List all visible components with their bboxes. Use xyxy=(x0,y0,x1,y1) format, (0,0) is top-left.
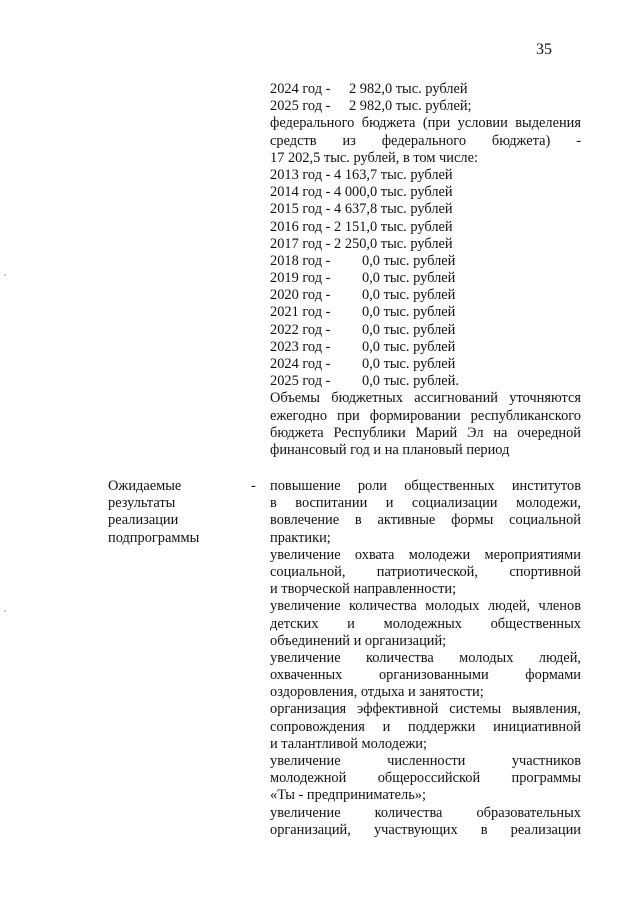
zero-amount: 0,0 тыс. рублей xyxy=(362,252,456,269)
federal-year-line xyxy=(270,167,581,184)
results-line: и творческой направленности; xyxy=(270,581,457,598)
federal-year: 2015 год - xyxy=(270,201,331,218)
results-label-line: Ожидаемые xyxy=(108,478,182,494)
results-dash: - xyxy=(251,478,256,494)
zero-year-line xyxy=(270,270,581,287)
zero-amount: 0,0 тыс. рублей xyxy=(362,304,456,321)
results-line: социальной, патриотической, спортивной xyxy=(270,563,581,580)
federal-year-line xyxy=(270,219,581,236)
results-line: охваченных организованными формами xyxy=(270,667,581,684)
zero-year-line xyxy=(270,304,581,321)
results-line: сопровождения и поддержки инициативной xyxy=(270,718,581,735)
results-line: вовлечение в активные формы социальной xyxy=(270,512,581,529)
budget-note-line: финансовый год и на плановый период xyxy=(270,441,510,458)
federal-amount: 2 250,0 тыс. рублей xyxy=(334,235,453,252)
zero-amount: 0,0 тыс. рублей xyxy=(362,270,456,287)
zero-year: 2019 год - xyxy=(270,270,331,287)
results-text xyxy=(270,478,581,839)
funding-amount: 2 982,0 тыс. рублей; xyxy=(349,98,472,115)
funding-line xyxy=(270,98,581,115)
federal-year-line xyxy=(270,236,581,253)
results-line: увеличение количества молодых людей, xyxy=(270,649,581,666)
zero-year: 2025 год - xyxy=(270,373,331,390)
zero-year-line xyxy=(270,253,581,270)
zero-year: 2023 год - xyxy=(270,338,331,355)
results-line: «Ты - предприниматель»; xyxy=(270,787,426,804)
results-label-line: реализации xyxy=(108,512,179,529)
budget-note-line: бюджета Республики Марий Эл на очередной xyxy=(270,424,581,441)
federal-year: 2016 год - xyxy=(270,218,331,235)
federal-budget-line: средств из федерального бюджета) - xyxy=(270,132,581,149)
zero-year-line xyxy=(270,373,581,390)
zero-year: 2018 год - xyxy=(270,252,331,269)
federal-year: 2013 год - xyxy=(270,166,331,183)
federal-year-line xyxy=(270,201,581,218)
federal-year: 2017 год - xyxy=(270,235,331,252)
funding-year: 2024 год - xyxy=(270,81,331,97)
zero-year: 2021 год - xyxy=(270,304,331,321)
results-line: молодежной общероссийской программы xyxy=(270,770,581,787)
zero-year: 2024 год - xyxy=(270,356,331,372)
federal-budget-total: 17 202,5 тыс. рублей, в том числе: xyxy=(270,149,478,166)
zero-year-line xyxy=(270,356,581,373)
results-line: оздоровления, отдыха и занятости; xyxy=(270,684,484,701)
scan-speck xyxy=(4,274,6,276)
zero-year-line xyxy=(270,339,581,356)
results-line: в воспитании и социализации молодежи, xyxy=(270,495,581,512)
federal-amount: 4 637,8 тыс. рублей xyxy=(334,201,453,218)
results-label xyxy=(108,478,258,547)
results-label-line: подпрограммы xyxy=(108,529,200,546)
results-line: увеличение количества молодых людей, членов xyxy=(270,598,581,615)
federal-amount: 4 000,0 тыс. рублей xyxy=(334,184,453,201)
results-line: детских и молодежных общественных xyxy=(270,615,581,632)
results-line: практики; xyxy=(270,529,331,546)
results-line: увеличение численности участников xyxy=(270,753,581,769)
scan-speck xyxy=(4,610,6,612)
budget-note-line: ежегодно при формировании республиканского xyxy=(270,407,581,424)
zero-year-line xyxy=(270,322,581,339)
results-line: увеличение количества образовательных xyxy=(270,804,581,821)
zero-year-line xyxy=(270,287,581,304)
zero-year: 2020 год - xyxy=(270,287,331,304)
page-number: 35 xyxy=(536,41,552,58)
federal-amount: 4 163,7 тыс. рублей xyxy=(334,166,453,183)
zero-amount: 0,0 тыс. рублей. xyxy=(362,373,459,390)
federal-amount: 2 151,0 тыс. рублей xyxy=(334,218,453,235)
results-label-line: результаты xyxy=(108,495,176,512)
funding-line xyxy=(270,81,581,98)
zero-amount: 0,0 тыс. рублей xyxy=(362,356,456,372)
federal-year-line xyxy=(270,184,581,201)
zero-year: 2022 год - xyxy=(270,321,331,338)
zero-amount: 0,0 тыс. рублей xyxy=(362,287,456,304)
zero-amount: 0,0 тыс. рублей xyxy=(362,321,456,338)
results-line: организация эффективной системы выявления, xyxy=(270,701,581,718)
results-line: увеличение охвата молодежи мероприятиями xyxy=(270,546,581,563)
funding-block xyxy=(270,81,581,459)
results-line: и талантливой молодежи; xyxy=(270,735,427,752)
results-line: объединений и организаций; xyxy=(270,632,447,649)
results-line: организаций, участвующих в реализации xyxy=(270,821,581,838)
budget-note-line: Объемы бюджетных ассигнований уточняются xyxy=(270,390,581,407)
results-line: повышение роли общественных институтов xyxy=(270,478,581,494)
zero-amount: 0,0 тыс. рублей xyxy=(362,338,456,355)
federal-budget-line: федерального бюджета (при условии выделения xyxy=(270,115,581,132)
federal-year: 2014 год - xyxy=(270,184,331,201)
funding-amount: 2 982,0 тыс. рублей xyxy=(349,81,468,97)
funding-year: 2025 год - xyxy=(270,98,331,115)
